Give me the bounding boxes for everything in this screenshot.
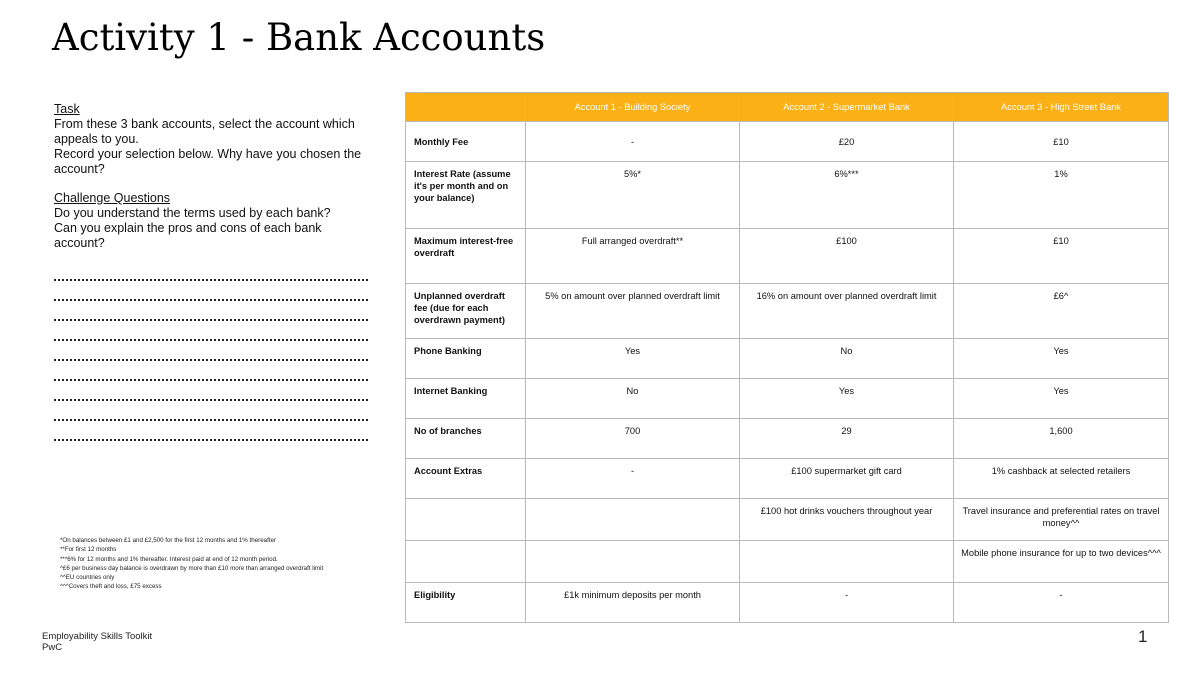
answer-line: [54, 328, 374, 348]
answer-line: [54, 428, 374, 448]
table-cell: £10: [954, 122, 1169, 162]
table-cell: £6^: [954, 284, 1169, 339]
table-row: [406, 583, 1169, 623]
answer-line: [54, 348, 374, 368]
table-cell: 16% on amount over planned overdraft limit: [740, 284, 954, 339]
table-cell: 29: [740, 419, 954, 459]
table-row: [406, 459, 1169, 499]
footnote: ***6% for 12 months and 1% thereafter. Interest paid at end of 12 month period.: [60, 555, 278, 563]
challenge-heading: Challenge Questions: [54, 191, 171, 205]
table-cell: -: [526, 459, 740, 499]
footnote: **For first 12 months: [60, 546, 117, 554]
header-cell: Account 3 - High Street Bank: [954, 93, 1169, 122]
accounts-table: [405, 92, 1169, 623]
table-row: [406, 419, 1169, 459]
row-label: Maximum interest-free overdraft: [406, 229, 526, 284]
answer-line: [54, 308, 374, 328]
table-row: [406, 229, 1169, 284]
table-row: [406, 122, 1169, 162]
row-label: Account Extras: [406, 459, 526, 499]
row-label: [406, 499, 526, 541]
header-cell: [406, 93, 526, 122]
row-label: Interest Rate (assume it's per month and on your balance): [406, 162, 526, 229]
task-text: From these 3 bank accounts, select the account which appeals to you.: [54, 117, 355, 146]
table-cell: £10: [954, 229, 1169, 284]
answer-line: [54, 288, 374, 308]
table-cell: 1,600: [954, 419, 1169, 459]
table-cell: Full arranged overdraft**: [526, 229, 740, 284]
table-cell: £100 supermarket gift card: [740, 459, 954, 499]
table-cell: -: [740, 583, 954, 623]
table-row: [406, 162, 1169, 229]
answer-line: [54, 408, 374, 428]
footnote: ^^EU countries only: [60, 574, 115, 582]
table-cell: [526, 499, 740, 541]
task-text: Record your selection below. Why have you chosen the account?: [54, 147, 362, 176]
table-cell: Travel insurance and preferential rates on travel money^^: [954, 499, 1169, 541]
table-cell: 700: [526, 419, 740, 459]
table-cell: 6%***: [740, 162, 954, 229]
table-cell: No: [526, 379, 740, 419]
footer: [42, 631, 152, 653]
row-label: Eligibility: [406, 583, 526, 623]
table-cell: £100 hot drinks vouchers throughout year: [740, 499, 954, 541]
table-row: [406, 379, 1169, 419]
header-cell: Account 1 - Building Society: [526, 93, 740, 122]
task-heading: Task: [54, 102, 80, 116]
footnote: *On balances between £1 and £2,500 for the first 12 months and 1% thereafter: [60, 537, 277, 544]
table-row: [406, 339, 1169, 379]
table-cell: £1k minimum deposits per month: [526, 583, 740, 623]
answer-line: [54, 368, 374, 388]
table-cell: 5% on amount over planned overdraft limit: [526, 284, 740, 339]
table-cell: Yes: [740, 379, 954, 419]
table-cell: Yes: [954, 339, 1169, 379]
table-cell: 5%*: [526, 162, 740, 229]
page-title: Activity 1 - Bank Accounts: [52, 16, 546, 59]
row-label: Unplanned overdraft fee (due for each overdrawn payment): [406, 284, 526, 339]
table-cell: No: [740, 339, 954, 379]
table-row: [406, 284, 1169, 339]
footnote: ^£6 per business day balance is overdrawn by more than £10 more than arranged overdraft limit: [60, 564, 324, 572]
task-panel: [54, 102, 374, 448]
table-cell: Mobile phone insurance for up to two devices^^^: [954, 541, 1169, 583]
table-row: [406, 541, 1169, 583]
table-row: [406, 499, 1169, 541]
table-cell: -: [954, 583, 1169, 623]
answer-line: [54, 388, 374, 408]
answer-line: [54, 268, 374, 288]
table-cell: 1%: [954, 162, 1169, 229]
footer-toolkit: Employability Skills Toolkit: [42, 631, 153, 642]
row-label: Internet Banking: [406, 379, 526, 419]
header-cell: Account 2 - Supermarket Bank: [740, 93, 954, 122]
row-label: Monthly Fee: [406, 122, 526, 162]
table-cell: £100: [740, 229, 954, 284]
footnote: ^^^Covers theft and loss, £75 excess: [60, 583, 162, 591]
footer-company: PwC: [42, 642, 63, 653]
challenge-text: Do you understand the terms used by each bank?: [54, 206, 331, 220]
answer-lines: [54, 268, 374, 448]
footnotes: [60, 536, 380, 592]
table-cell: Yes: [526, 339, 740, 379]
row-label: Phone Banking: [406, 339, 526, 379]
challenge-text: Can you explain the pros and cons of each bank account?: [54, 221, 322, 250]
table-header-row: [406, 93, 1169, 122]
table-cell: -: [526, 122, 740, 162]
table-cell: Yes: [954, 379, 1169, 419]
table-cell: 1% cashback at selected retailers: [954, 459, 1169, 499]
row-label: No of branches: [406, 419, 526, 459]
table-cell: [740, 541, 954, 583]
row-label: [406, 541, 526, 583]
table-cell: £20: [740, 122, 954, 162]
table-cell: [526, 541, 740, 583]
page-number: 1: [1138, 627, 1148, 646]
